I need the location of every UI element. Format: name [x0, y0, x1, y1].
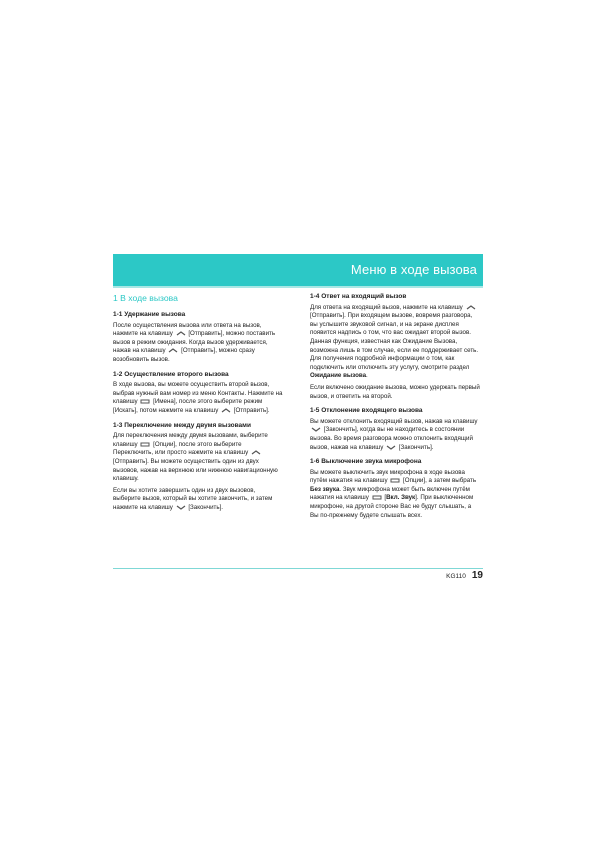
send-key-icon [176, 331, 186, 336]
text: [Закончить]. [188, 503, 224, 511]
text: [Опции], после этого выберите Переключить, или просто нажмите на клавишу [113, 440, 249, 457]
text: [Отправить]. При входящем вызове, вовремя разговора, вы услышите звуковой сигнал, и на экране дисплея появится надпись о том, что вас ожидает второй вызов. Данная функция, известная как Ожидание Вызова, возможна лишь в том случае, если ее поддерживает сеть. Для получения подробной информации о том, как подключить или отключить эту услугу, смотрите раздел [310, 312, 479, 371]
paragraph-1-4a [310, 304, 480, 381]
end-key-icon [176, 505, 186, 510]
soft-key-icon [390, 478, 400, 483]
text: После осуществления вызова или ответа на вызов, нажмите на клавишу [113, 321, 262, 338]
page-number: 19 [471, 570, 483, 581]
text: [Опции], а затем выбрать [403, 477, 477, 485]
text: [Закончить], когда вы не находитесь в состоянии вызова. Во время разговора можно отклонить входящий вызов, нажав на клавишу [310, 426, 473, 451]
subsection-title-1-3: 1-3 Переключение между двумя вызовами [113, 421, 251, 429]
subsection-title-1-6: 1-6 Выключение звука микрофона [310, 458, 422, 466]
text: . [366, 372, 368, 380]
model-name: KG110 [446, 573, 466, 580]
subsection-title-1-1: 1-1 Удержание вызова [113, 311, 186, 318]
banner-divider [113, 286, 483, 288]
end-key-icon [386, 445, 396, 450]
text: В ходе вызова, вы можете осуществить второй вызов, выбрав нужный вам номер из меню Контакты. Нажмите на клавишу [113, 381, 283, 406]
text: [Закончить]. [398, 443, 434, 451]
send-key-icon [251, 450, 261, 455]
section-heading: 1 В ходе вызова [113, 293, 178, 303]
paragraph-1-1 [113, 322, 283, 365]
text: [Отправить], можно поставить вызов в режим ожидания. Когда вызов удерживается, нажав на клавишу [113, 330, 276, 355]
text: [Отправить]. [233, 406, 270, 414]
subsection-title-1-2: 1-2 Осуществление второго вызова [113, 370, 229, 378]
text: Для ответа на входящий вызов, нажмите на клавишу [310, 303, 463, 311]
bold-text: Ожидание вызова [310, 372, 367, 380]
text: Если включено ожидание вызова, можно удержать первый вызов, и ответить на второй. [310, 383, 480, 400]
text: Если вы хотите завершить один из двух вызовов, выберите вызов, который вы хотите закончить, и затем нажмите на клавишу [113, 486, 273, 511]
soft-key-icon [372, 495, 382, 500]
paragraph-1-3b [113, 487, 283, 513]
chapter-title: Меню в ходе вызова [350, 262, 477, 277]
text: . Звук микрофона может быть включен путём нажатия на клавишу [310, 485, 470, 502]
paragraph-1-3a [113, 432, 283, 484]
right-column [310, 293, 480, 526]
text: [Отправить], можно сразу возобновить вызов. [113, 347, 255, 363]
paragraph-1-2 [113, 381, 283, 415]
text: ]. При выключенном микрофоне, на другой стороне Вас не будут слышать, а Вы по-прежнему будете слышать всех. [310, 494, 474, 519]
text: Вы можете отклонить входящий вызов, нажав на клавишу [310, 417, 478, 425]
end-key-icon [311, 427, 321, 432]
left-column [113, 293, 283, 518]
page-footer [446, 570, 483, 581]
text: Вы можете выключить звук микрофона в ходе вызова путём нажатия на клавишу [310, 468, 465, 485]
text: [ [384, 494, 387, 502]
soft-key-icon [140, 442, 150, 447]
bold-text: Вкл. Звук [386, 494, 416, 502]
paragraph-1-6 [310, 469, 480, 521]
send-key-icon [221, 408, 231, 413]
subsection-title-1-5: 1-5 Отклонение входящего вызова [310, 407, 423, 415]
text: [Имена], после этого выберите режим [Искать], потом нажмите на клавишу [113, 398, 263, 414]
chapter-banner [113, 254, 483, 286]
send-key-icon [466, 305, 476, 310]
paragraph-1-5 [310, 418, 480, 452]
bold-text: Без звука [310, 485, 340, 493]
subsection-title-1-4: 1-4 Ответ на входящий вызов [310, 293, 407, 300]
paragraph-1-4b [310, 384, 480, 401]
soft-key-icon [140, 399, 150, 404]
footer-divider [113, 568, 483, 569]
send-key-icon [168, 348, 178, 353]
text: Для переключения между двумя вызовами, выберите клавишу [113, 432, 268, 448]
text: [Отправить]. Вы можете осуществить один из двух вызовов, нажав на верхнюю или нижнюю навигационную клавишу. [113, 457, 278, 483]
